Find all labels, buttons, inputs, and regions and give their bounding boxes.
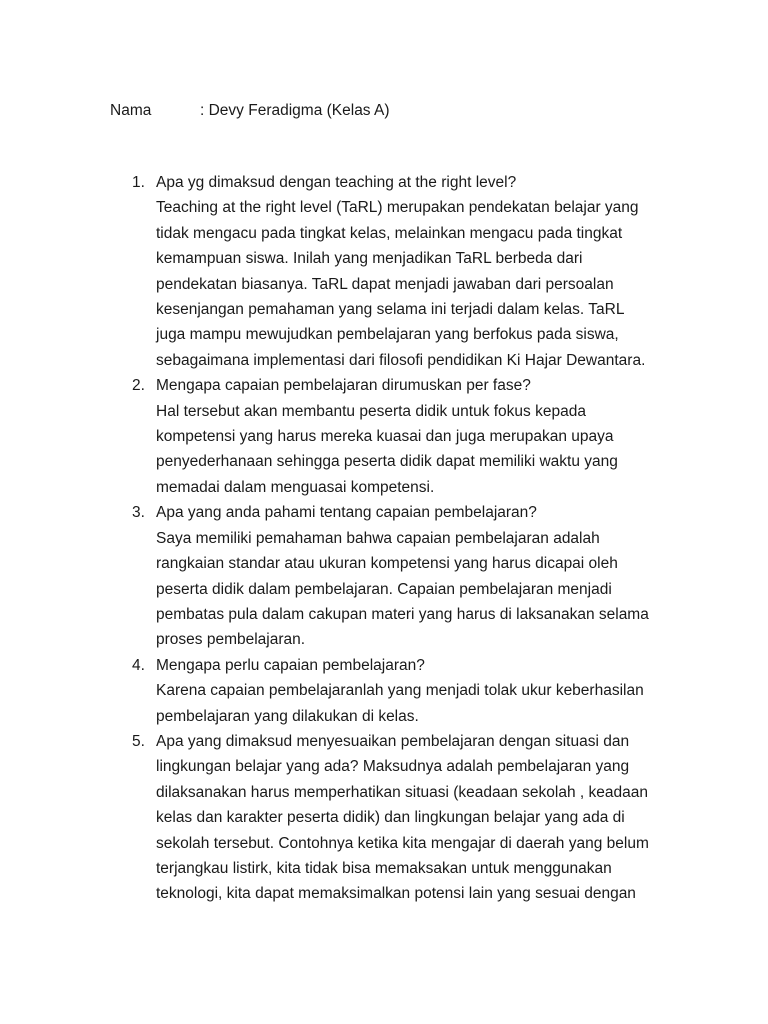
question-answer-text [156,729,656,907]
question-text: Apa yg dimaksud dengan teaching at the right level? [156,174,517,191]
question-text: Mengapa capaian pembelajaran dirumuskan per fase? [156,377,531,395]
qa-item-2 [0,373,656,500]
question-text: Apa yang dimaksud menyesuaikan pembelajaran dengan situasi dan lingkungan belajar yang ada? [156,732,630,776]
name-value: : Devy Feradigma (Kelas A) [200,102,390,119]
item-number: 2. [132,377,145,395]
item-number: 4. [132,656,145,674]
answer-text: Saya memiliki pemahaman bahwa capaian pembelajaran adalah rangkaian standar atau ukuran kompetensi yang harus dicapai oleh peserta didik dalam pembelajaran. Capaian pembelajaran menjadi pembatas pula dalam cakupan materi yang harus di laksanakan selama proses pembelajaran. [156,529,649,649]
answer-text: Karena capaian pembelajaranlah yang menjadi tolak ukur keberhasilan pembelajaran yang dilakukan di kelas. [156,682,644,725]
item-number: 3. [132,504,145,522]
question-text: Mengapa perlu capaian pembelajaran? [156,656,425,674]
answer-text: Maksudnya adalah pembelajaran yang dilaksanakan harus memperhatikan situasi (keadaan sekolah , keadaan kelas dan karakter peserta didik) dan lingkungan belajar yang ada di sekolah tersebut. Contohnya ketika kita mengajar di daerah yang belum terjangkau listirk, kita tidak bisa memaksakan untuk menggunakan teknologi, kita dapat memaksimalkan potensi lain yang sesuai dengan [156,758,649,903]
qa-item-4 [0,653,656,729]
qa-item-5 [0,729,656,907]
answer-text: Teaching at the right level (TaRL) merupakan pendekatan belajar yang tidak mengacu pada tingkat kelas, melainkan mengacu pada tingkat kemampuan siswa. Inilah yang menjadikan TaRL berbeda dari pendekatan biasanya. TaRL dapat menjadi jawaban dari persoalan kesenjangan pemahaman yang selama ini terjadi dalam kelas. TaRL juga mampu mewujudkan pembelajaran yang berfokus pada siswa, sebagaimana implementasi dari filosofi pendidikan Ki Hajar Dewantara. [156,199,646,369]
answer-text: Hal tersebut akan membantu peserta didik untuk fokus kepada kompetensi yang harus mereka kuasai dan juga merupakan upaya penyederhanaan sehingga peserta didik dapat memiliki waktu yang memadai dalam menguasai kompetensi. [156,402,618,496]
student-name-line [110,101,390,121]
name-label: Nama [110,102,152,119]
qa-item-3 [0,500,656,652]
question-text: Apa yang anda pahami tentang capaian pembelajaran? [156,504,537,522]
item-number: 5. [132,732,145,750]
question-answer-list [0,170,768,907]
qa-item-1 [0,170,656,373]
item-number: 1. [132,174,145,191]
